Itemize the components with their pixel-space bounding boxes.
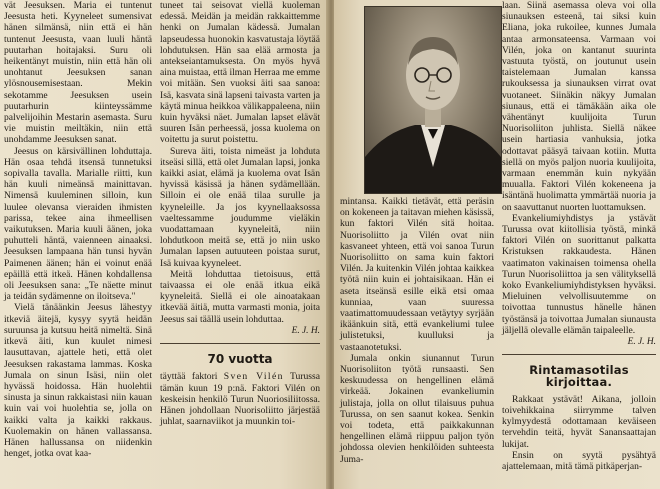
divider (502, 354, 656, 355)
left-column-1 (4, 0, 152, 459)
paragraph: tuneet tai seisovat viellä kuoleman edessä. Meidän ja meidän rakkaittemme henki on Jumalan kädessä. Jumalan lapseudessa huonokin kasvatustaja löytää lohdutuksen. Hän saa elää armosta ja antekseiantamuksesta. On myös hyvä aina muistaa, että ilman Herraa me emme voi mitään. Sen vuoksi äiti saa sanoa: Isä, kasvata sinä lapseni taivasta varten ja käytä minua heikkoa välikappaleena, niin kuin hyväksi näet. Jumalan lapset elävät suuren Isän perheessä, jossa kuolema on voitettu ja surut poistettu. (160, 0, 320, 146)
portrait-illustration (365, 7, 501, 193)
paragraph: Rakkaat ystävät! Aikana, jolloin toivehikkaina siirrymme talven kylmyydestä odottamaan keväiseen tervehdin teitä, hyvät Sanansaattajan lukijat. (502, 393, 656, 450)
paragraph: mintansa. Kaikki tietävät, että peräsin on kokeneen ja taitavan miehen käsissä, kun faktori Vilén sitä hoitaa. Nuorisoliitto ja Vilén ovat niin kasvaneet yhteen, että voi sanoa Turun Nuorisoliitto on sama kuin faktori Vilén. Ja kuitenkin Vilén johtaa kaikkea työtä niin kuin ei johtaisikaan. Hän ei aseta itseänsä esille eikä etsi omaa kunniaa, vaan suuressa vaatimattomuudessaan vetäytyy syrjään ikäänkuin sitä, että evankeliumi tulee julistetuksi, kuulluksi ja vastaanotetuksi. (340, 196, 494, 353)
text-span: täyttää faktori (160, 371, 218, 383)
paragraph (160, 371, 320, 427)
person-name: Sven Vilén (223, 371, 284, 383)
right-column-1 (340, 196, 494, 465)
divider (160, 343, 320, 344)
paragraph: Meitä lohduttaa tietoisuus, että taivaassa ei ole enää itkua eikä kyyneleitä. Siellä ei ole ainoatakaan itkevää äitiä, mutta varmasti monia, joita Jeesus sai täällä usein lohduttaa. (160, 268, 320, 325)
paragraph: Vielä tänäänkin Jeesus lähestyy itkeviä äitejä, kysyy syytä heidän suruunsa ja kutsuu heitä nimeltä. Sinä itkevä äiti, kun kuulet nimesi lausuttavan, ajattele heti, että olet Jeesuksen rakastama lammas. Koska Jumala on sinun Isäsi, niin olet hyvässä hoidossa. Hän huolehtii sinusta ja sinun rakkaistasi niin kauan kuin vai voi huolehtia se, jolla on kaikki valta ja kaikki rakkaus. Kuolemakin on hänen vallassansa. Hänen hallussansa on niidenkin henget, jotka ovat kaa- (4, 302, 152, 460)
signature: E. J. H. (291, 325, 320, 336)
right-column-2 (502, 0, 656, 472)
paragraph: Evankeliumiyhdistys ja ystävät Turussa ovat kiitollisia työstä, minkä faktori Vilén on suorittanut palkatta Kristuksen rakkaudesta. Hänen vaatimaton vakinaisen toimensa ohella Turun Nuorisoliittoa ja sen välityksellä koko Evankeliumiyhdistyksen hyväksi. Mieluinen velvollisuutemme on toivottaa tunnustus hänelle hänen työstänsä ja toivottaa Jumalan siunausta jäljellä olevalle elämän taipaleelle. (502, 212, 656, 336)
article-heading: Rintamasotilas kirjoittaa. (529, 363, 629, 389)
article-heading: 70 vuotta (207, 352, 273, 367)
paragraph: Jeesus on kärsivällinen lohduttaja. Hän osaa tehdä itsensä tunnetuksi sopivalla tavalla. Marialle riitti, kun hän kuuli nimeänsä mainittavan. Nimensä kuuleminen silloin, kun luulee olevansa vieraiden ihmisten parissa, tekee aina ihmeellisen vaikutuksen. Maria kuuli äänen, joka puhutteli häntä, vaienneen ainaaksi. Jeesuksen lampaana hän tunsi hyvän Paimenen äänen; hän ei voinut enää epäillä että itkeä. Hänen kohdallensa oli Jeesuksen sana: „Te näette minut ja teidän sydämenne on iloitseva." (4, 145, 152, 303)
paragraph: Jumala onkin siunannut Turun Nuorisoliiton työtä runsaasti. Sen keskuudessa on hengellinen elämä virkeää. Jokainen evankeliumin julistaja, jolla on ollut tilaisuus puhua Turussa, on sen saanut kokea. Senkin voi todeta, että paikkakunnan hengellinen elämä riippuu paljon työn johdossa olevien henkilöiden suhteesta Juma- (340, 352, 494, 465)
paragraph: laan. Siinä asemassa oleva voi olla siunauksen esteenä, tai siksi kuin Eliana, joka rukoilee, kunnes Jumala antaa armonsateensa. Varmaan voi Vilén, joka on kantanut suurinta vastuuta työstä, on joutunut usein taistelemaan Jumalan kanssa rukouksessa ja siunauksen virrat ovat vuotaneet. Siinäkin näkyy Jumalan siunaus, että ei tämäkään aika ole vähentänyt kuulijoita Turun Nuorisoliiton juhlista. Siellä näkee usein hartiasia vanhuksia, jotka odottavat pääsyä taivaan kotiin. Mutta siellä on myös paljon nuoria kuulijoita, varmaan enemmän kuin nykyään muualla. Faktori Vilén kokeneena ja isäntänä huolimatta ymmärtää nuoria ja on saavuttanut nuorten luottamuksen. (502, 0, 656, 213)
left-page (0, 0, 328, 489)
signature: E. J. H. (627, 337, 656, 348)
text-span: Turussa tämän kuun 19 p:nä. Faktori Vilén on keskeisin henkilö Turun Nuoriosiliitossa. Hänen johdollaan Nuorisoliitto järjestää juhlat, saarnaviikot ja muunkin toi- (160, 371, 321, 428)
paragraph: Sureva äiti, toista nimeäst ja lohduta itseäsi sillä, että olet Jumalan lapsi, jonka kaikki asiat, elämä ja kuolema ovat Isän hyvissä käsissä ja hänen sydämellään. Silloin ei ole enää tilaa surulle ja kyyneleille. Ja jos kyynellaaksossa vaeltessamme joudumme vieläkin vuodattamaan kyyneleitä, niin lohdutkoon meitä se, että jo niin usko Jumalan lapsen autuuteen poistaa surut, Isä kuivaa kyyneleet. (160, 145, 320, 269)
left-column-2 (160, 0, 320, 427)
paragraph: Ensin on syytä pysähtyä ajattelemaan, mitä tämä pitkäperjan- (502, 449, 656, 472)
portrait-photo (364, 6, 502, 194)
right-page (334, 0, 660, 489)
paragraph: vät Jeesuksen. Maria ei tuntenut Jeesusta heti. Kyyneleet sumensivat hänen silmänsä, niin että ei hän tuntenut Jeesusta, vaan luuli häntä puutarhan hoitajaksi. Suru oli heikentänyt muistin, niin että hän oli unohtanut Jeesuksen sanan ylösnousemisestaan. Mekin sekotamme Jeesuksen usein puutarhurin kiinteyssämme palvelijoihin Mestarin asemasta. Suru vie muistin meiltäkin, niin että unohdamme Jeesuksen sanat. (4, 0, 152, 146)
